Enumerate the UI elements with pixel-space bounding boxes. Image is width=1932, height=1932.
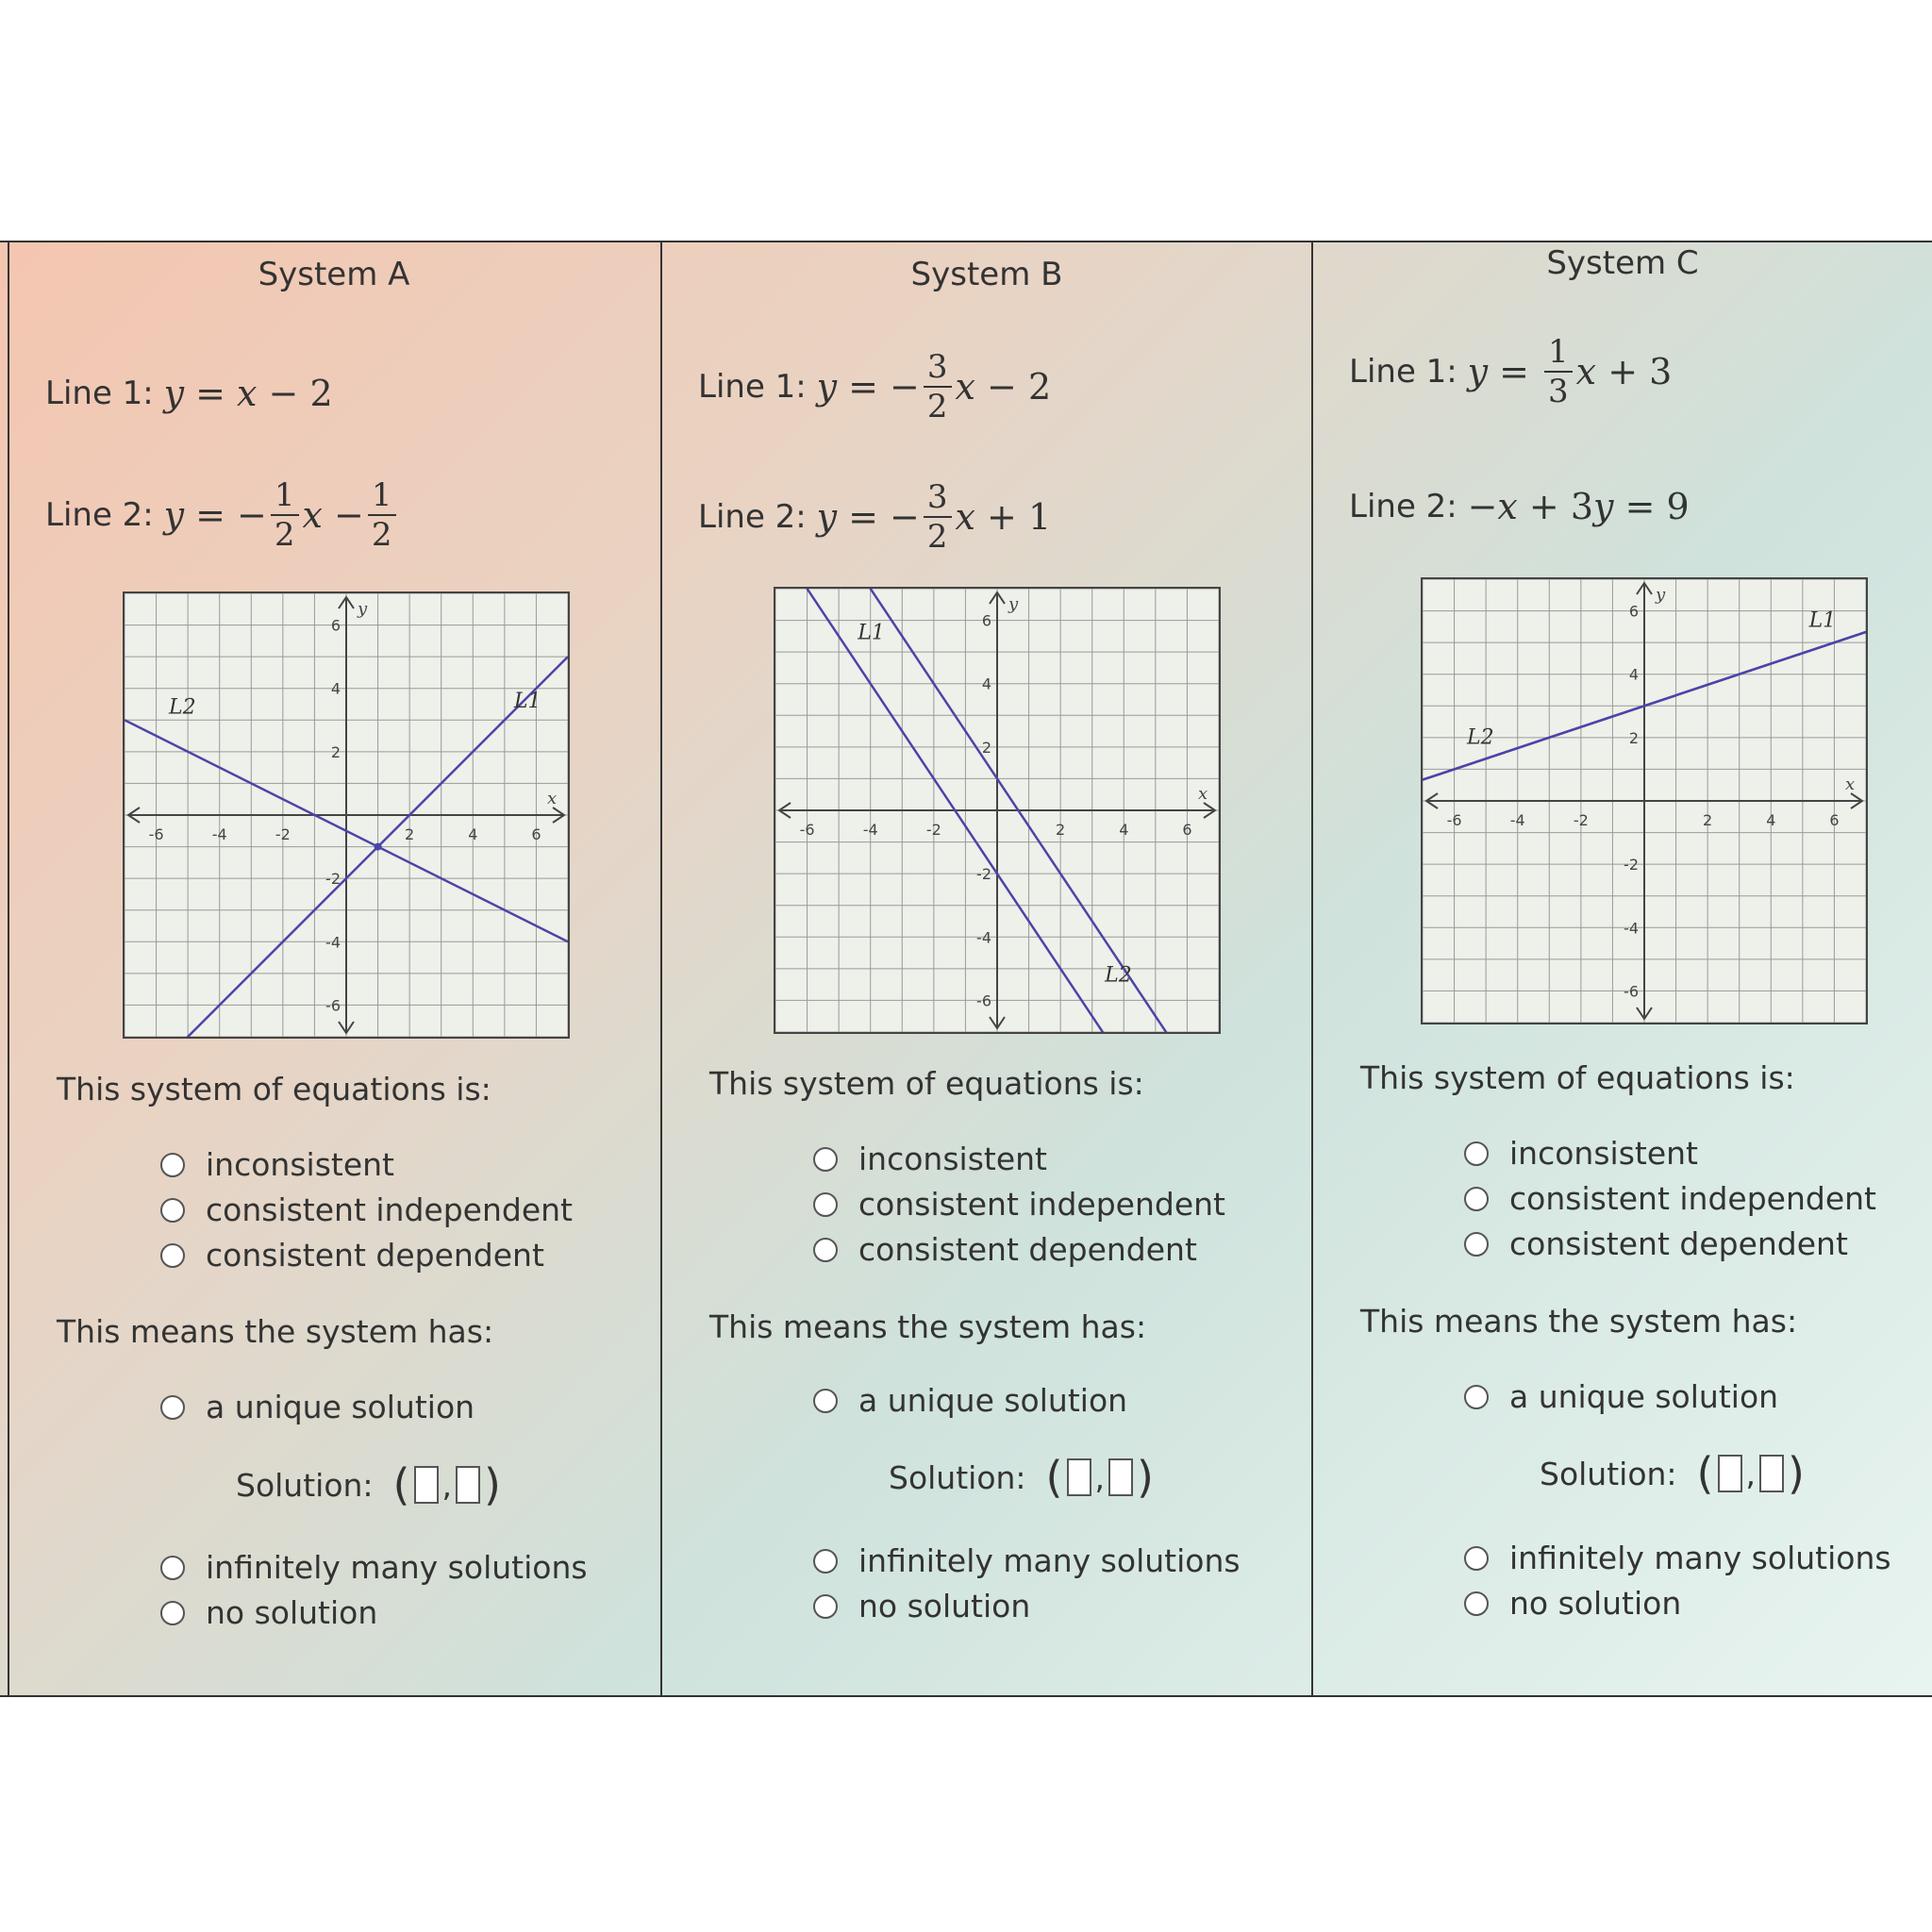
x-tick-label: -4 (862, 821, 878, 839)
y-tick-label: 6 (330, 616, 341, 635)
solution-x-input[interactable] (1718, 1455, 1742, 1492)
x-tick-label: -4 (211, 825, 227, 843)
system-c-option-consistent-independent[interactable]: consistent independent (1464, 1180, 1876, 1217)
system-a-graph (123, 591, 570, 1039)
radio-button[interactable] (1464, 1546, 1489, 1571)
y-tick-label: 4 (330, 679, 341, 698)
system-c-solution: Solution: ( , ) (1540, 1448, 1805, 1499)
x-tick-label: 6 (1182, 821, 1192, 839)
y-tick-label: 6 (1628, 602, 1639, 621)
radio-button[interactable] (160, 1198, 185, 1223)
line-2-label: L2 (169, 695, 196, 720)
solution-x-input[interactable] (1067, 1458, 1091, 1496)
system-c-column (1311, 242, 1932, 1695)
line1-label: Line 1: (45, 375, 154, 412)
system-a-question-type: This system of equations is: (57, 1071, 491, 1108)
radio-button[interactable] (1464, 1141, 1489, 1166)
system-b-title: System B (910, 256, 1063, 293)
radio-button[interactable] (813, 1147, 838, 1172)
system-c-question-type: This system of equations is: (1360, 1059, 1795, 1096)
radio-button[interactable] (1464, 1591, 1489, 1616)
x-tick-label: 6 (1829, 811, 1840, 829)
y-tick-label: 4 (1628, 665, 1639, 684)
line-2-label: L2 (1467, 725, 1494, 750)
system-c-option-inconsistent[interactable]: inconsistent (1464, 1135, 1698, 1172)
system-a-solution: Solution: ( , ) (236, 1459, 501, 1510)
system-a-option-consistent-dependent[interactable]: consistent dependent (160, 1237, 544, 1274)
y-axis-label: y (1008, 594, 1019, 614)
x-tick-label: 2 (405, 825, 415, 843)
y-axis-label: y (1656, 585, 1666, 605)
x-tick-label: 2 (1056, 821, 1066, 839)
radio-button[interactable] (1464, 1187, 1489, 1211)
system-c-option-consistent-dependent[interactable]: consistent dependent (1464, 1225, 1848, 1262)
system-c-line1-equation: Line 1: y = $\frac{1}{3}$ x + 3 (1349, 333, 1673, 410)
radio-button[interactable] (160, 1601, 185, 1625)
solution-x-input[interactable] (414, 1466, 439, 1504)
radio-button[interactable] (813, 1389, 838, 1413)
y-tick-label: -4 (1624, 919, 1639, 938)
y-tick-label: 6 (981, 611, 991, 630)
x-axis-label: x (547, 789, 558, 808)
intersection-point (375, 843, 382, 851)
system-a-option-infinitely-many[interactable]: infinitely many solutions (160, 1549, 588, 1586)
y-tick-label: -4 (976, 928, 991, 947)
y-axis-label: y (358, 599, 368, 619)
y-tick-label: -6 (976, 991, 991, 1010)
line2-label: Line 2: (698, 498, 807, 536)
line2-label: Line 2: (1349, 488, 1457, 525)
solution-y-input[interactable] (456, 1466, 480, 1504)
solution-y-input[interactable] (1759, 1455, 1784, 1492)
y-tick-label: 4 (981, 675, 991, 693)
system-b-option-consistent-dependent[interactable]: consistent dependent (813, 1231, 1197, 1268)
system-b-question-solutions: This means the system has: (709, 1308, 1147, 1345)
x-tick-label: -2 (275, 825, 291, 843)
y-tick-label: -6 (1624, 982, 1639, 1001)
system-c-option-no-solution[interactable]: no solution (1464, 1585, 1681, 1622)
system-a-option-inconsistent[interactable]: inconsistent (160, 1146, 394, 1183)
y-tick-label: -2 (1624, 856, 1639, 874)
system-a-option-no-solution[interactable]: no solution (160, 1594, 377, 1631)
line1-label: Line 1: (1349, 353, 1457, 391)
system-c-option-unique[interactable]: a unique solution (1464, 1378, 1778, 1415)
system-b-option-infinitely-many[interactable]: infinitely many solutions (813, 1542, 1241, 1579)
solution-label: Solution: (1540, 1455, 1677, 1492)
y-tick-label: -2 (325, 870, 341, 889)
line-2-label: L2 (1105, 963, 1132, 988)
y-tick-label: 2 (1628, 728, 1639, 747)
system-c-question-solutions: This means the system has: (1360, 1303, 1798, 1340)
system-b-question-type: This system of equations is: (709, 1065, 1144, 1102)
radio-button[interactable] (813, 1192, 838, 1217)
system-b-solution: Solution: ( , ) (889, 1452, 1154, 1503)
system-c-line2-equation: Line 2: − x + 3 y = 9 (1349, 486, 1690, 527)
x-tick-label: -2 (1573, 811, 1589, 829)
radio-button[interactable] (160, 1153, 185, 1177)
x-tick-label: 4 (1766, 811, 1776, 829)
x-tick-label: -4 (1509, 811, 1525, 829)
system-a-column (8, 242, 658, 1695)
x-tick-label: 2 (1703, 811, 1713, 829)
system-a-option-unique[interactable]: a unique solution (160, 1389, 475, 1425)
x-tick-label: 4 (1119, 821, 1129, 839)
y-tick-label: -2 (976, 865, 991, 884)
radio-button[interactable] (160, 1395, 185, 1420)
system-a-line1-equation: Line 1: y = x − 2 (45, 373, 333, 414)
solution-label: Solution: (236, 1466, 374, 1504)
system-c-graph (1421, 577, 1868, 1024)
system-b-option-unique[interactable]: a unique solution (813, 1382, 1127, 1419)
system-a-question-solutions: This means the system has: (57, 1313, 494, 1350)
radio-button[interactable] (160, 1556, 185, 1580)
x-axis-label: x (1198, 784, 1208, 804)
line-1-label: L1 (858, 621, 885, 645)
solution-label: Solution: (889, 1458, 1026, 1496)
system-c-title: System C (1546, 244, 1699, 282)
y-tick-label: -6 (325, 996, 341, 1015)
x-tick-label: 6 (531, 825, 541, 843)
system-c-option-infinitely-many[interactable]: infinitely many solutions (1464, 1540, 1891, 1576)
x-axis-label: x (1845, 774, 1856, 794)
x-tick-label: 4 (468, 825, 478, 843)
systems-panel (0, 241, 1932, 1697)
system-a-title: System A (258, 256, 410, 293)
system-b-option-no-solution[interactable]: no solution (813, 1588, 1030, 1624)
system-b-line2-equation: Line 2: y = − $\frac{3}{2}$ x + 1 (698, 478, 1052, 556)
line-1-label: L1 (1808, 608, 1837, 633)
x-tick-label: -6 (1446, 811, 1462, 829)
system-b-column (660, 242, 1311, 1695)
system-b-graph (774, 587, 1221, 1034)
system-b-option-consistent-independent[interactable]: consistent independent (813, 1186, 1225, 1223)
y-tick-label: -4 (325, 933, 341, 952)
x-tick-label: -2 (925, 821, 941, 839)
system-a-option-consistent-independent[interactable]: consistent independent (160, 1191, 573, 1228)
line-1-label: L1 (513, 689, 541, 713)
radio-button[interactable] (813, 1594, 838, 1619)
system-a-line2-equation: Line 2: y = − $\frac{1}{2}$ x − $\frac{1}{2}$ (45, 476, 400, 554)
line1-label: Line 1: (698, 368, 807, 406)
x-tick-label: -6 (148, 825, 164, 843)
solution-y-input[interactable] (1108, 1458, 1133, 1496)
radio-button[interactable] (1464, 1385, 1489, 1409)
system-b-option-inconsistent[interactable]: inconsistent (813, 1141, 1047, 1177)
radio-button[interactable] (160, 1243, 185, 1268)
radio-button[interactable] (1464, 1232, 1489, 1257)
x-tick-label: -6 (799, 821, 815, 839)
y-tick-label: 2 (981, 738, 991, 757)
line2-label: Line 2: (45, 496, 154, 534)
y-tick-label: 2 (330, 742, 341, 761)
radio-button[interactable] (813, 1549, 838, 1574)
system-b-line1-equation: Line 1: y = − $\frac{3}{2}$ x − 2 (698, 348, 1052, 425)
radio-button[interactable] (813, 1238, 838, 1262)
